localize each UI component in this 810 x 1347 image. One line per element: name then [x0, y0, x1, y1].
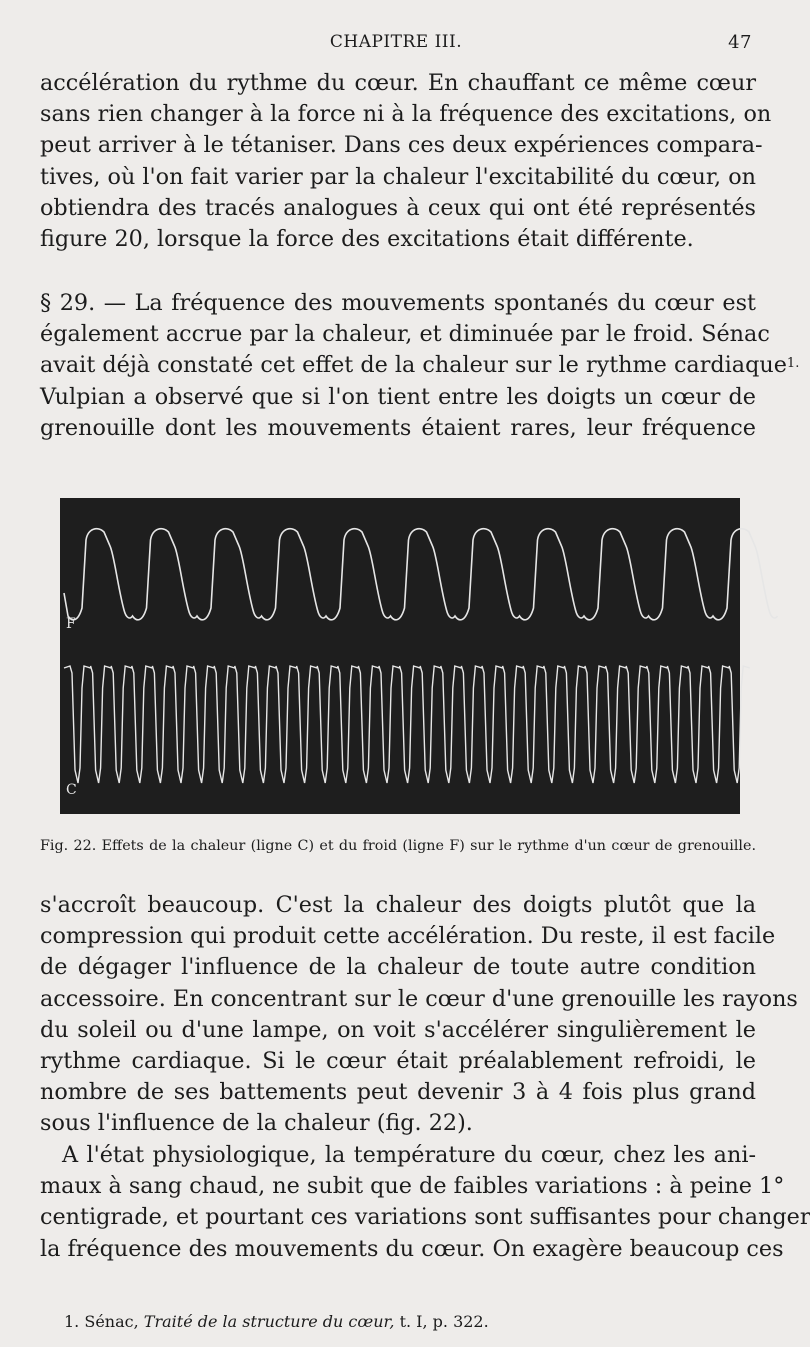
footnote-work-title: Traité de la structure du cœur, [143, 1312, 395, 1331]
figure-22-trace [60, 498, 740, 814]
paragraph-2 [40, 288, 800, 444]
text-line: centigrade, et pourtant ces variations sont suffisantes pour changer [40, 1204, 810, 1231]
text-line: également accrue par la chaleur, et diminuée par le froid. Sénac [40, 321, 770, 348]
text-line: de dégager l'influence de la chaleur de toute autre condition [40, 954, 756, 981]
page-number: 47 [728, 32, 752, 53]
text-line: sous l'influence de la chaleur (fig. 22). [40, 1110, 473, 1137]
text-line: figure 20, lorsque la force des excitations était différente. [40, 225, 694, 252]
text-line: grenouille dont les mouvements étaient rares, leur fréquence [40, 414, 756, 441]
text-line: sans rien changer à la force ni à la fréquence des excitations, on [40, 101, 772, 128]
footnote [64, 1312, 489, 1331]
text-line: rythme cardiaque. Si le cœur était préalablement refroidi, le [40, 1047, 756, 1074]
footnote-number: 1. [64, 1312, 80, 1331]
text-line: accessoire. En concentrant sur le cœur d'une grenouille les rayons [40, 985, 798, 1012]
text-line: obtiendra des tracés analogues à ceux qui ont été représentés [40, 194, 756, 221]
text-line: avait déjà constaté cet effet de la chaleur sur le rythme cardiaque [40, 352, 787, 379]
paragraph-1 [40, 68, 772, 255]
footnote-author: Sénac, [84, 1312, 139, 1331]
text-line: § 29. — La fréquence des mouvements spontanés du cœur est [40, 290, 756, 316]
text-line: maux à sang chaud, ne subit que de faibles variations : à peine 1° [40, 1173, 785, 1200]
text-line: accélération du rythme du cœur. En chauffant ce même cœur [40, 70, 756, 96]
text-line: compression qui produit cette accélération. Du reste, il est facile [40, 923, 776, 950]
text-line: peut arriver à le tétaniser. Dans ces deux expériences compara- [40, 132, 763, 159]
text-line: s'accroît beaucoup. C'est la chaleur des doigts plutôt que la [40, 892, 756, 918]
text-line: la fréquence des mouvements du cœur. On exagère beaucoup ces [40, 1235, 784, 1262]
trace-label-f: F [66, 616, 76, 632]
chapter-title: CHAPITRE III. [329, 32, 463, 52]
text-line: tives, où l'on fait varier par la chaleur l'excitabilité du cœur, on [40, 163, 756, 190]
trace-label-c: C [66, 782, 77, 798]
text-line: A l'état physiologique, la température du cœur, chez les ani- [62, 1142, 756, 1168]
footnote-marker: 1. [786, 356, 800, 372]
running-header [40, 30, 752, 56]
text-line-with-note [40, 350, 800, 381]
footnote-reference: t. I, p. 322. [399, 1312, 489, 1331]
text-line: nombre de ses battements peut devenir 3 à 4 fois plus grand [40, 1079, 756, 1106]
paragraph-4 [40, 1140, 810, 1265]
text-line: du soleil ou d'une lampe, on voit s'accélérer singulièrement le [40, 1016, 756, 1043]
figure-caption: Fig. 22. Effets de la chaleur (ligne C) et du froid (ligne F) sur le rythme d'un cœur de grenouille. [40, 838, 756, 854]
text-line: Vulpian a observé que si l'on tient entre les doigts un cœur de [40, 383, 756, 410]
paragraph-3 [40, 890, 798, 1140]
